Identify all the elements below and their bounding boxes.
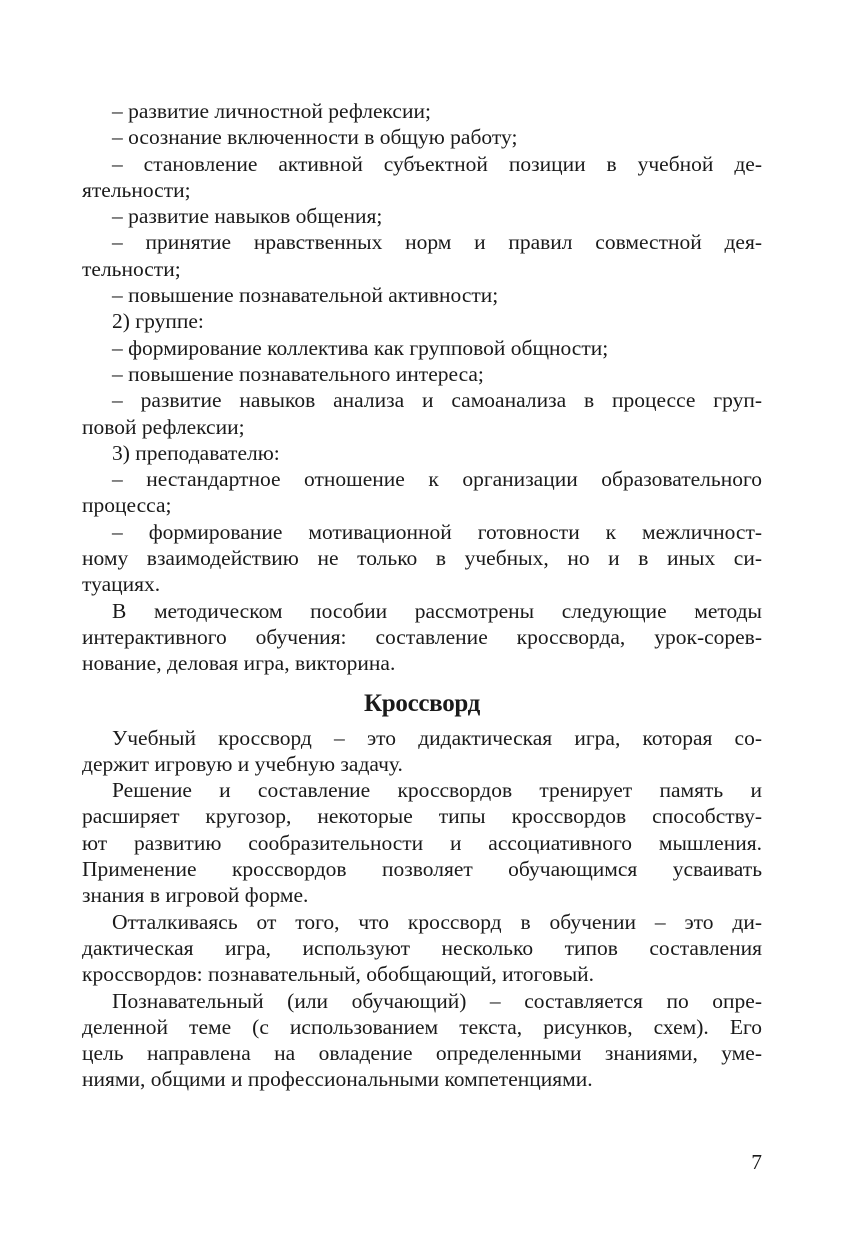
text-line: нование, деловая игра, викторина. [82,651,396,676]
text-line: – принятие нравственных норм и правил совместной дея- [112,230,762,255]
text-line: 3) преподавателю: [112,440,280,465]
text-line: расширяет кругозор, некоторые типы кроссвордов способству- [82,804,762,829]
text-line: – осознание включенности в общую работу; [112,125,518,150]
text-line: ному взаимодействию не только в учебных, но и в иных си- [82,546,762,571]
text-line: ют развитию сообразительности и ассоциативного мышления. [82,830,762,855]
text-line: Решение и составление кроссвордов тренирует память и [112,778,762,803]
text-line: процесса; [82,493,172,518]
text-line: – развитие навыков общения; [112,204,383,229]
text-line: – становление активной субъектной позиции в учебной де- [112,151,762,176]
text-line: повой рефлексии; [82,414,245,439]
text-line: Учебный кроссворд – это дидактическая игра, которая со- [112,725,762,750]
text-line: ятельности; [82,177,191,202]
text-line: Познавательный (или обучающий) – составляется по опре- [112,988,762,1013]
text-line: кроссвордов: познавательный, обобщающий, итоговый. [82,962,595,987]
text-line: – формирование мотивационной готовности к межличност- [112,519,762,544]
text-line: интерактивного обучения: составление кроссворда, урок-сорев- [82,624,762,649]
text-line: – повышение познавательной активности; [112,283,499,308]
text-line: туациях. [82,572,161,597]
text-line: – развитие личностной рефлексии; [112,99,431,123]
text-line: держит игровую и учебную задачу. [82,751,403,776]
text-line: Отталкиваясь от того, что кроссворд в обучении – это ди- [112,909,762,934]
text-line: В методическом пособии рассмотрены следующие методы [112,598,762,623]
page-body [82,98,762,1093]
text-line: дактическая игра, используют несколько типов составления [82,935,762,960]
text-line: – формирование коллектива как групповой общности; [112,335,609,360]
text-line: тельности; [82,256,181,281]
text-line: – нестандартное отношение к организации образовательного [112,467,762,492]
text-line: деленной теме (с использованием текста, рисунков, схем). Его [82,1014,762,1039]
section-heading: Кроссворд [363,689,481,717]
text-line: Применение кроссвордов позволяет обучающимся усваивать [82,857,762,882]
text-line: – повышение познавательного интереса; [112,361,484,386]
text-line: – развитие навыков анализа и самоанализа в процессе груп- [112,388,762,413]
page-number: 7 [751,1150,762,1174]
text-line: ниями, общими и профессиональными компетенциями. [82,1067,593,1092]
text-line: знания в игровой форме. [82,883,309,908]
text-line: цель направлена на овладение определенными знаниями, уме- [82,1041,762,1066]
text-line: 2) группе: [112,309,204,334]
